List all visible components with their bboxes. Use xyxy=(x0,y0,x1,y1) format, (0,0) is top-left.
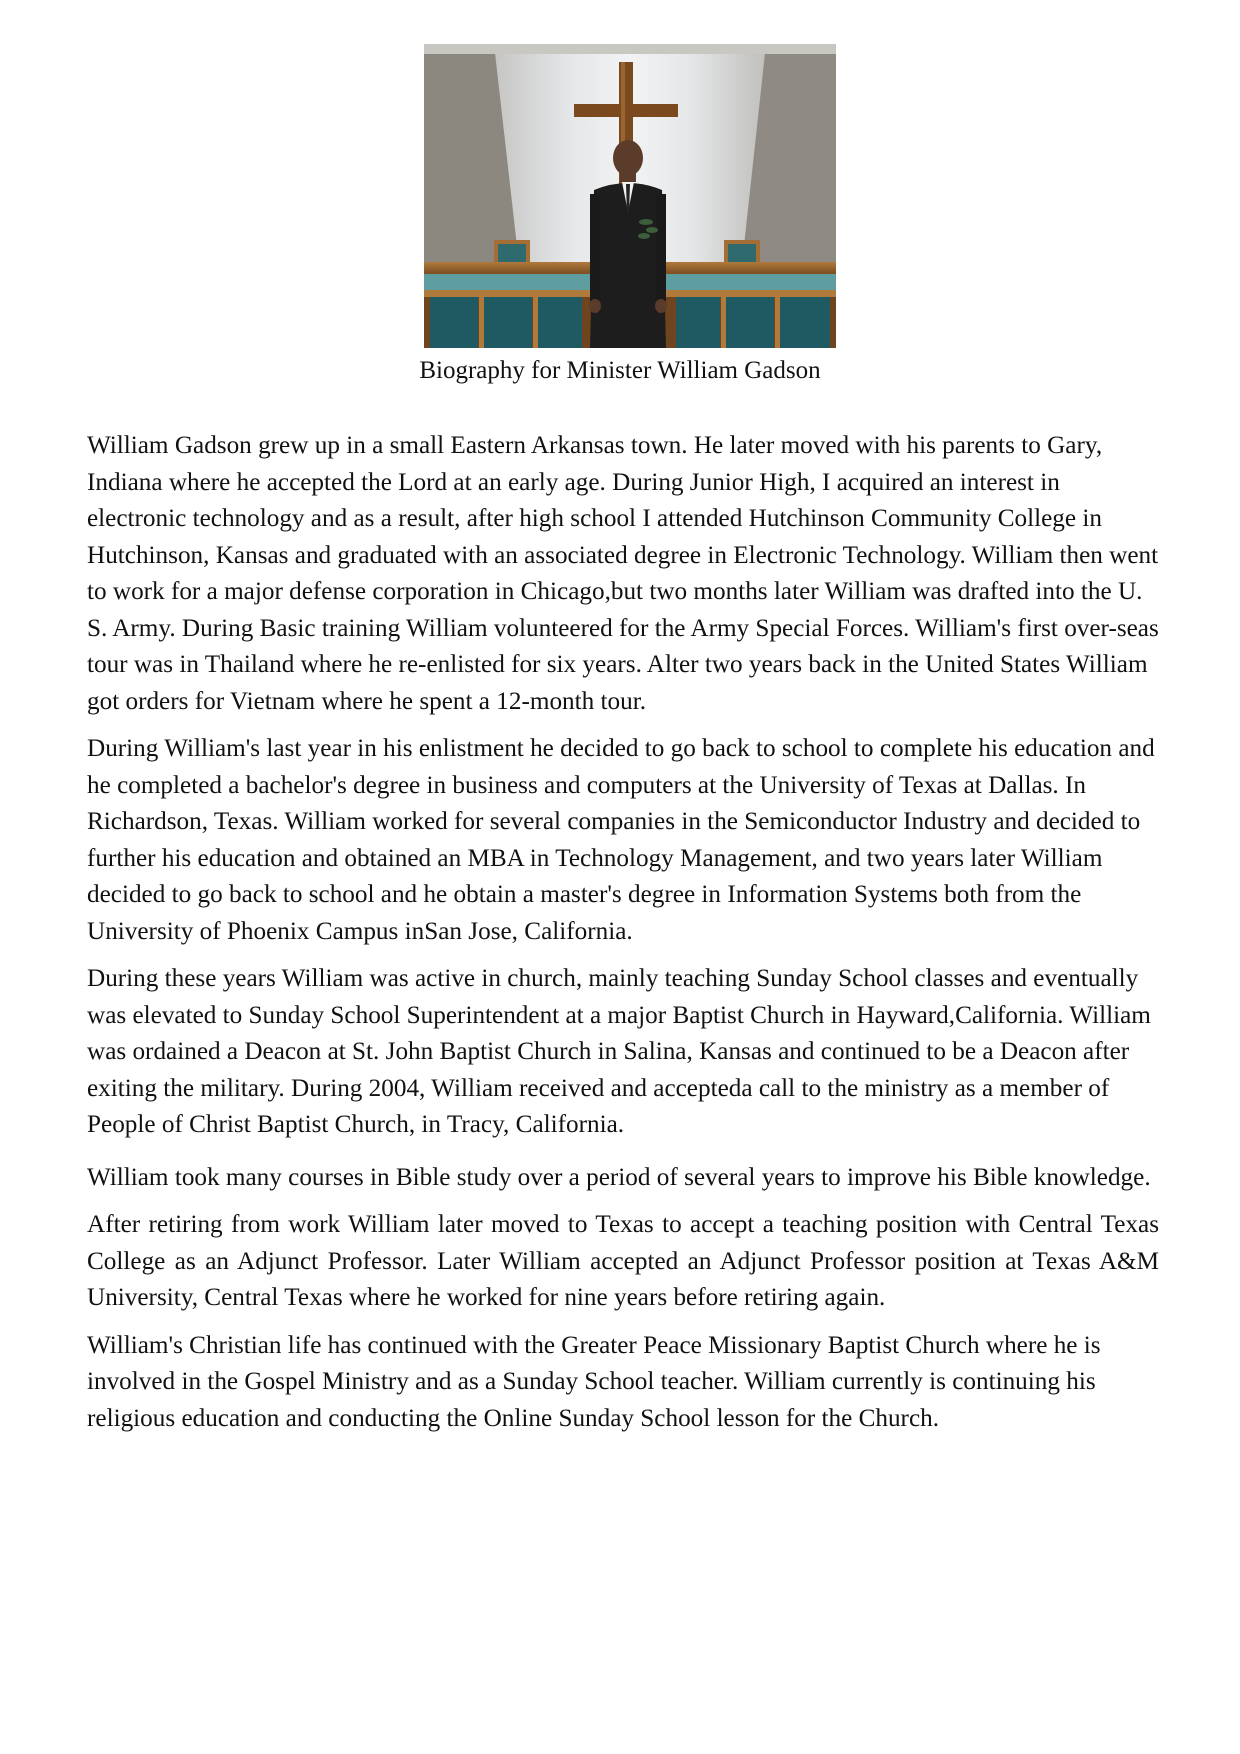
minister-at-altar-icon xyxy=(424,44,836,348)
paragraph-church-service: During these years William was active in church, mainly teaching Sunday School classes and eventually was elevated to Sunday School Superintendent at a major Baptist Church in Hayward,California. William was ordained a Deacon at St. John Baptist Church in Salina, Kansas and continued to be a Deacon after exiting the military. During 2004, William received and accepteda call to the ministry as a member of People of Christ Baptist Church, in Tracy, California. xyxy=(87,965,1151,1138)
paragraph-teaching: After retiring from work William later moved to Texas to accept a teaching position with Central Texas College as an Adjunct Professor. Later William accepted an Adjunct Professor position at Texas A&M University, Central Texas where he worked for nine years before retiring again. xyxy=(87,1211,1159,1311)
biography-body xyxy=(87,428,1159,1448)
paragraph-education: During William's last year in his enlistment he decided to go back to school to complete his education and he completed a bachelor's degree in business and computers at the University of Texas at Dallas. In Richardson, Texas. William worked for several companies in the Semiconductor Industry and decided to further his education and obtained an MBA in Technology Management, and two years later William decided to go back to school and he obtain a master's degree in Information Systems both from the University of Phoenix Campus inSan Jose, California. xyxy=(87,735,1155,945)
paragraph-early-life: William Gadson grew up in a small Eastern Arkansas town. He later moved with his parents to Gary, Indiana where he accepted the Lord at an early age. During Junior High, I acquired an interest in electronic technology and as a result, after high school I attended Hutchinson Community College in Hutchinson, Kansas and graduated with an associated degree in Electronic Technology. William then went to work for a major defense corporation in Chicago,but two months later William was drafted into the U. S. Army. During Basic training William volunteered for the Army Special Forces. William's first over-seas tour was in Thailand where he re-enlisted for six years. Alter two years back in the United States William got orders for Vietnam where he spent a 12-month tour. xyxy=(87,432,1159,715)
paragraph-christian-life: William's Christian life has continued with the Greater Peace Missionary Baptist Church where he is involved in the Gospel Ministry and as a Sunday School teacher. William currently is continuing his religious education and conducting the Online Sunday School lesson for the Church. xyxy=(87,1331,1101,1432)
paragraph-bible-study: William took many courses in Bible study over a period of several years to improve his Bible knowledge. xyxy=(87,1163,1151,1191)
minister-photo xyxy=(424,44,836,348)
biography-caption: Biography for Minister William Gadson xyxy=(419,357,821,384)
